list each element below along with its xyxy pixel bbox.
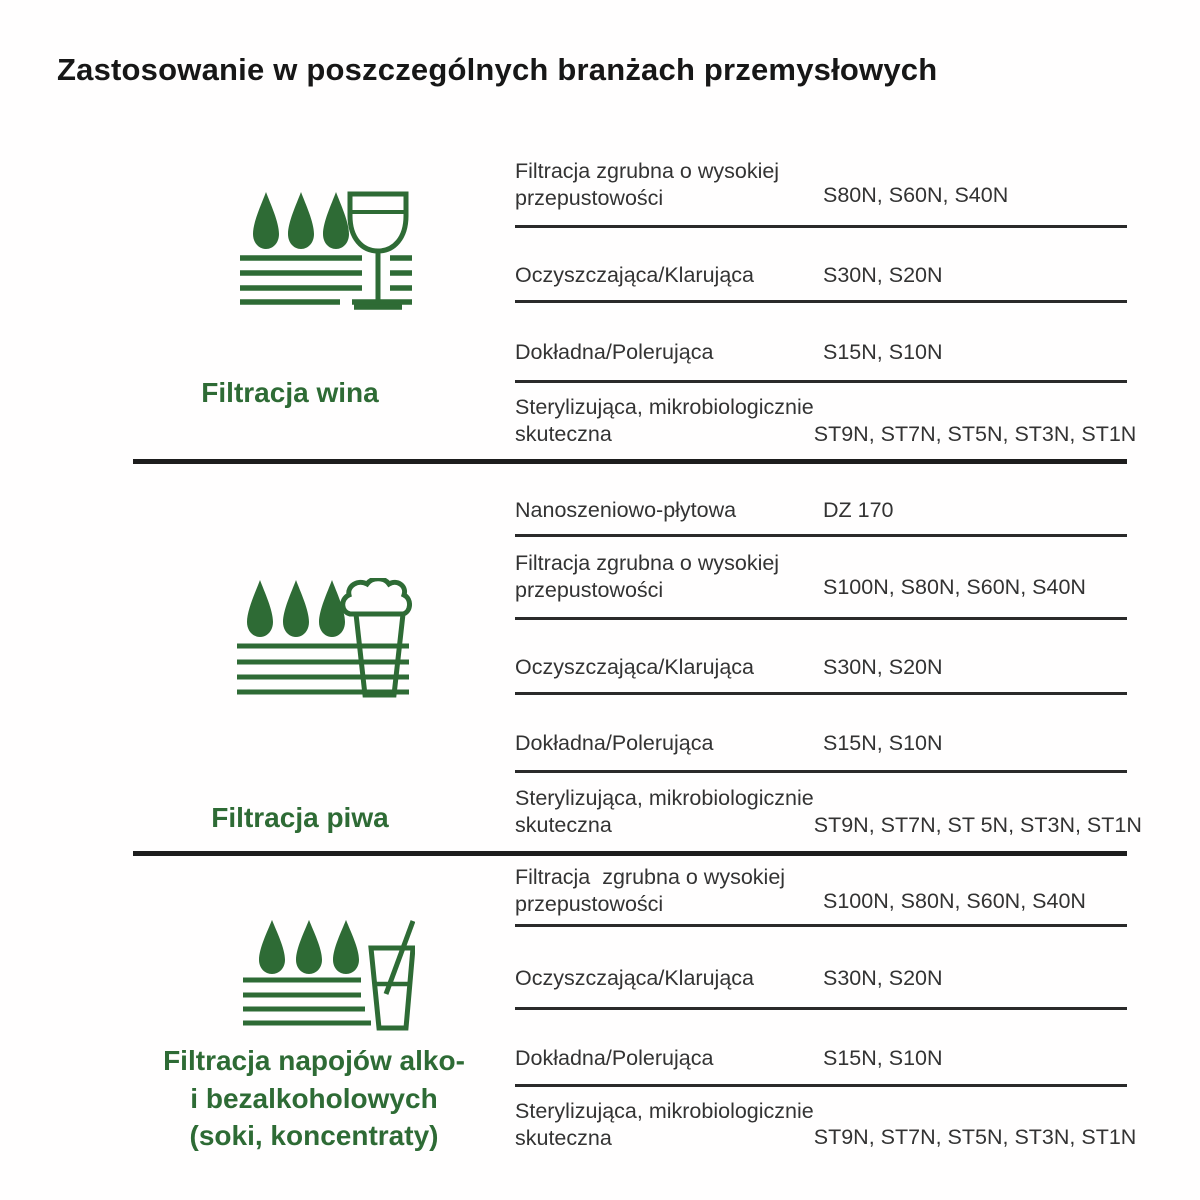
row-description: Sterylizująca, mikrobiologicznie skuteczna [515, 1098, 814, 1150]
row-codes: S15N, S10N [823, 340, 943, 364]
table-row [515, 303, 1127, 383]
filter-lines [240, 258, 412, 302]
filter-lines [243, 980, 371, 1023]
water-drops-icon [253, 192, 349, 249]
row-description: Filtracja zgrubna o wysokiej przepustowości [515, 159, 780, 210]
drops-and-beer-glass-icon [237, 578, 412, 703]
row-codes: S15N, S10N [823, 1045, 943, 1070]
filter-lines [237, 646, 409, 692]
table-row [515, 464, 1127, 537]
row-description: Oczyszczająca/Klarująca [515, 262, 754, 287]
row-description: Nanoszeniowo-płytowa [515, 497, 737, 522]
row-description: Dokładna/Polerująca [515, 731, 714, 755]
row-codes: S30N, S20N [823, 965, 943, 990]
table-row [515, 145, 1127, 228]
section-divider [133, 851, 1127, 856]
table-row [515, 620, 1127, 695]
row-codes: S15N, S10N [823, 731, 943, 755]
beer-foam [343, 579, 410, 614]
section-label-beer: Filtracja piwa [211, 802, 389, 833]
row-codes: S30N, S20N [823, 262, 943, 287]
row-codes: ST9N, ST7N, ST5N, ST3N, ST1N [813, 1125, 1137, 1149]
table-row [515, 858, 1127, 927]
water-drops-icon [259, 920, 359, 974]
table-row [515, 773, 1142, 851]
row-description: Sterylizująca, mikrobiologicznie skuteczna [515, 395, 814, 446]
table-row [515, 537, 1127, 620]
row-codes: ST9N, ST7N, ST5N, ST3N, ST1N [813, 421, 1137, 446]
row-codes: S30N, S20N [823, 654, 943, 679]
row-codes: DZ 170 [823, 497, 894, 522]
row-codes: ST9N, ST7N, ST 5N, ST3N, ST1N [813, 812, 1142, 837]
water-drops-icon [247, 580, 345, 637]
row-description: Oczyszczająca/Klarująca [515, 654, 754, 679]
row-description: Filtracja zgrubna o wysokiej przepustowości [515, 551, 780, 602]
juice-glass-icon [371, 921, 413, 1028]
table-row [515, 1010, 1127, 1087]
row-description: Sterylizująca, mikrobiologicznie skuteczna [515, 786, 814, 837]
row-description: Dokładna/Polerująca [515, 340, 714, 364]
table-row [515, 1087, 1137, 1162]
row-codes: S100N, S80N, S60N, S40N [823, 574, 1086, 599]
row-description: Oczyszczająca/Klarująca [515, 965, 754, 990]
row-description: Dokładna/Polerująca [515, 1045, 714, 1070]
page-title: Zastosowanie w poszczególnych branżach przemysłowych [57, 52, 938, 87]
row-description: Filtracja zgrubna o wysokiej przepustowości [515, 865, 786, 916]
drops-and-juice-glass-icon [243, 918, 415, 1040]
table-row [515, 695, 1127, 773]
table-row [515, 927, 1127, 1010]
row-codes: S100N, S80N, S60N, S40N [823, 888, 1086, 913]
table-row [515, 383, 1137, 459]
drops-and-wine-glass-icon [240, 188, 415, 313]
row-codes: S80N, S60N, S40N [823, 182, 1009, 207]
section-label-beverages: Filtracja napojów alko- i bezalkoholowych (soki, koncentraty) [163, 1045, 465, 1151]
table-row [515, 228, 1127, 303]
section-label-wine: Filtracja wina [201, 377, 379, 408]
